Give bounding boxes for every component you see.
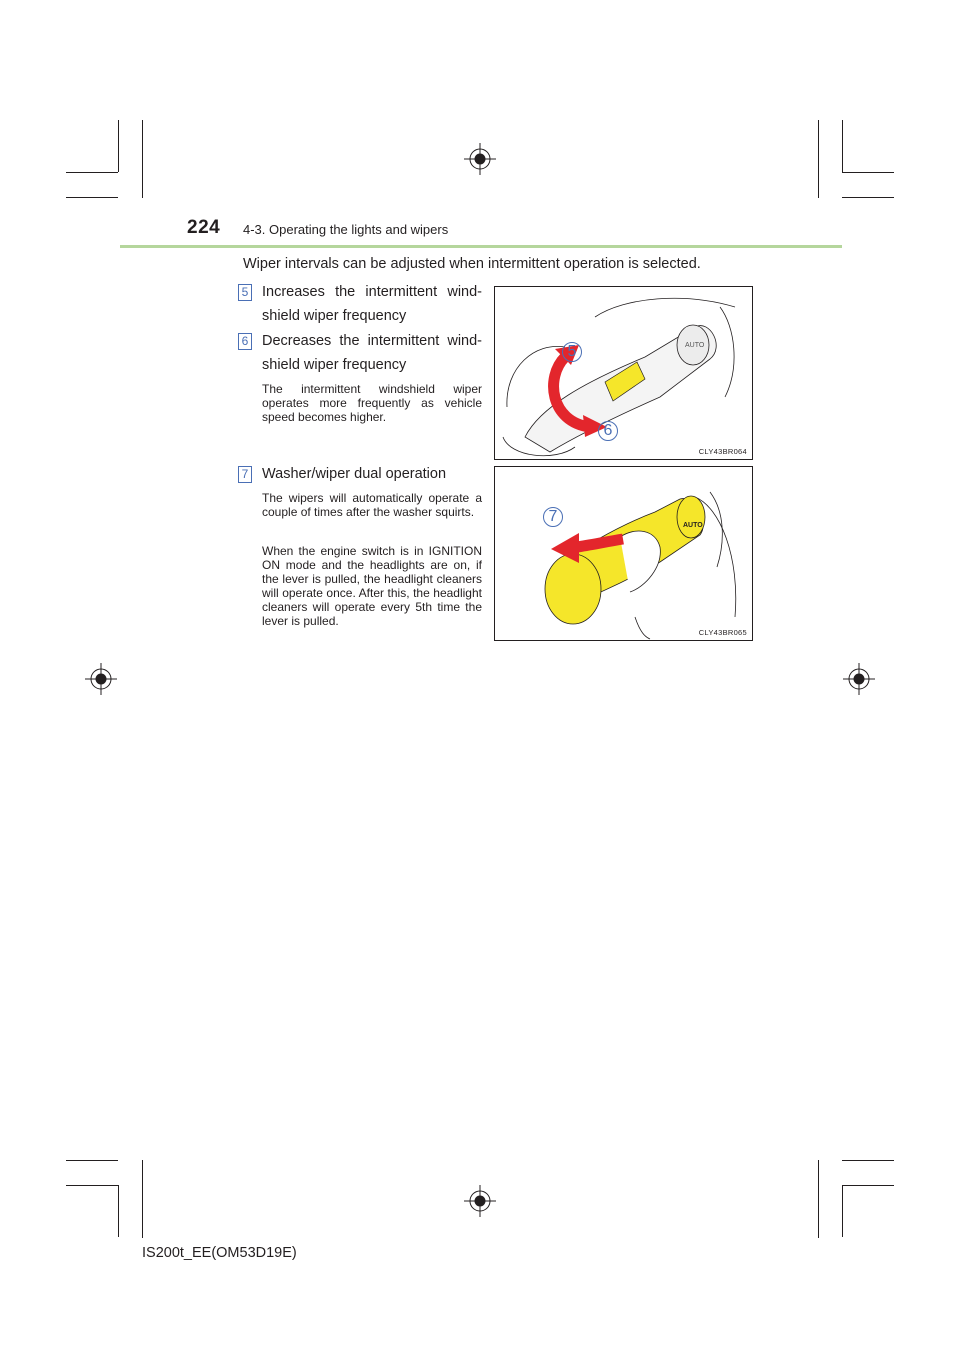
item-marker-7: 7 — [238, 466, 252, 483]
figure-washer-operation — [494, 466, 753, 641]
crop-mark — [118, 1185, 119, 1237]
item-note-headlight-cleaners: When the engine switch is in IGNITION ON mode and the headlights are on, if the lever is pulled, the headlight cleaners will operate once. After this, the headlight cleaners will operate every 5th time the lever is pulled. — [262, 544, 482, 628]
crop-mark — [142, 1160, 143, 1238]
item-note-speed: The intermittent windshield wiper operates more frequently as vehicle speed becomes higher. — [262, 382, 482, 424]
crop-mark — [66, 1185, 118, 1186]
registration-mark-icon — [464, 1185, 496, 1217]
crop-mark — [818, 120, 819, 198]
figure-callout-6: 6 — [598, 421, 618, 441]
model-code: IS200t_EE(OM53D19E) — [142, 1245, 297, 1261]
section-title: 4-3. Operating the lights and wipers — [243, 222, 449, 237]
washer-lever-illustration — [495, 467, 752, 640]
figure-callout-7: 7 — [543, 507, 563, 527]
figure-callout-5: 5 — [562, 342, 582, 362]
crop-mark — [842, 172, 894, 173]
crop-mark — [842, 120, 843, 172]
item-note-wipers: The wipers will automatically operate a couple of times after the washer squirts. — [262, 491, 482, 519]
crop-mark — [842, 1160, 894, 1161]
registration-mark-icon — [843, 663, 875, 695]
item-marker-5: 5 — [238, 284, 252, 301]
knob-label: AUTO — [685, 342, 705, 349]
crop-mark — [66, 1160, 118, 1161]
crop-mark — [842, 1185, 843, 1237]
item-title-washer: Washer/wiper dual operation — [262, 466, 447, 482]
header-rule — [120, 245, 842, 248]
registration-mark-icon — [85, 663, 117, 695]
figure-wiper-intervals — [494, 286, 753, 460]
crop-mark — [66, 172, 118, 173]
crop-mark — [818, 1160, 819, 1238]
figure-code: CLY43BR065 — [698, 628, 747, 637]
knob-label: AUTO — [683, 522, 703, 529]
figure-code: CLY43BR064 — [698, 447, 747, 456]
registration-mark-icon — [464, 143, 496, 175]
wiper-lever-illustration — [495, 287, 752, 459]
crop-mark — [118, 120, 119, 172]
crop-mark — [142, 120, 143, 198]
item-title-decrease: Decreases the intermittent wind-shield wiper frequency — [262, 333, 482, 373]
page-number: 224 — [187, 217, 221, 238]
crop-mark — [842, 197, 894, 198]
item-marker-6: 6 — [238, 333, 252, 350]
intro-paragraph: Wiper intervals can be adjusted when intermittent operation is selected. — [243, 256, 701, 272]
crop-mark — [842, 1185, 894, 1186]
crop-mark — [66, 197, 118, 198]
item-title-increase: Increases the intermittent wind-shield wiper frequency — [262, 284, 482, 324]
